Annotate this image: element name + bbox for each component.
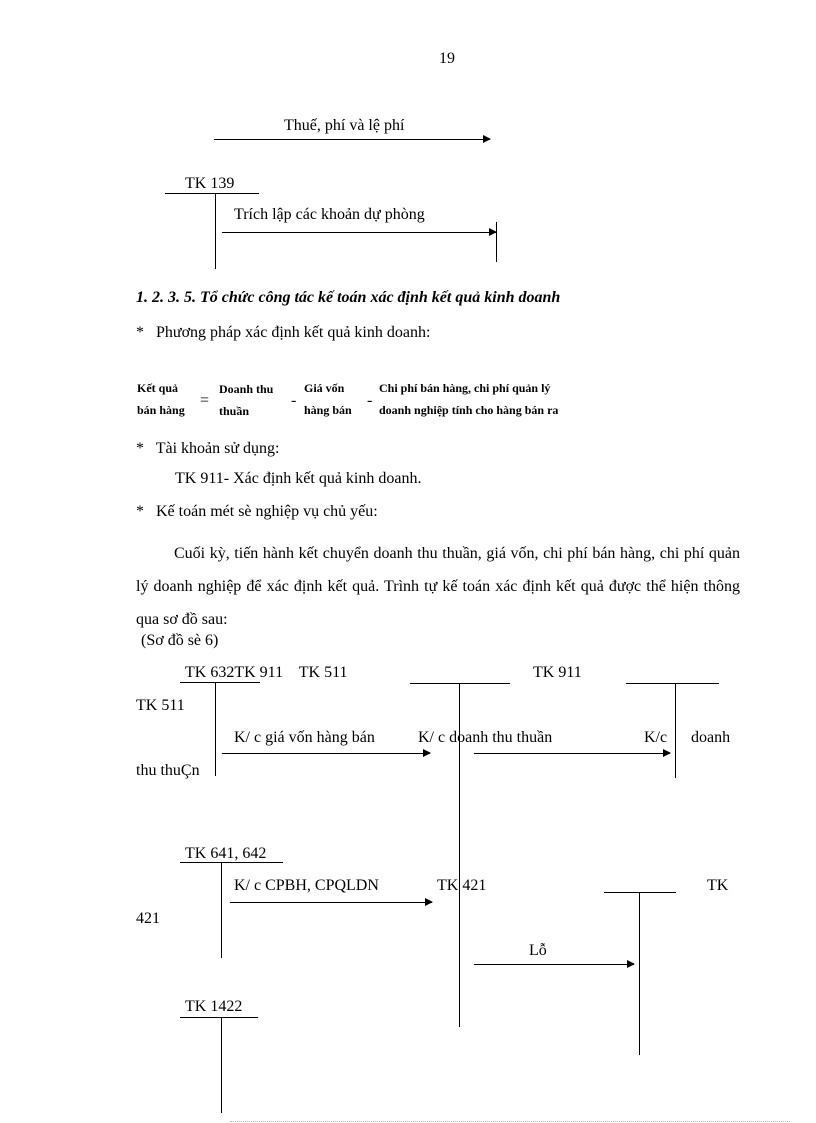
revenue-transfer-arrow [474,753,670,754]
formula-revenue-2: thuần [219,404,250,418]
tk911-right-label: TK 911 [533,664,582,681]
formula-equals: = [200,392,210,409]
tk632-vertical [215,682,216,776]
formula-minus-2: - [367,392,373,409]
arrow3-label: K/c [644,729,668,746]
tk1422-underline [180,1017,258,1018]
tk641-vertical [221,862,222,958]
account-line: TK 911- Xác định kết quả kinh doanh. [175,470,422,487]
tax-fee-arrow [214,139,490,140]
tk139-vertical [215,193,216,269]
tk511-left-label: TK 511 [136,697,185,714]
formula-cost-2: hàng bán [304,403,352,417]
formula-result-2: bán hàng [137,403,185,417]
page-number: 19 [439,50,455,67]
arrow1-label: K/ c giá vốn hàng bán [234,729,375,746]
arrow4-label: K/ c CPBH, CPQLDN [234,877,379,894]
bullet-account: * Tài khoản sử dụng: [136,440,280,457]
cogs-transfer-arrow [222,753,430,754]
tk421-right-label: TK [707,877,729,894]
diagram-caption: (Sơ đồ sè 6) [141,632,219,649]
tk511-underline-right [626,683,719,684]
section-heading: 1. 2. 3. 5. Tổ chức công tác kế toán xác định kết quả kinh doanh [136,289,561,306]
provision-label: Trích lập các khoản dự phòng [234,206,425,223]
diagram-header-accounts: TK 632TK 911 TK 511 [185,664,348,681]
tax-fee-label: Thuế, phí và lệ phí [284,117,405,134]
tk641-label: TK 641, 642 [185,845,267,862]
tk911-underline-mid [410,683,510,684]
formula-minus-1: - [291,392,297,409]
tk421-underline [604,892,676,893]
formula-revenue-1: Doanh thu [219,382,274,396]
tk511-vertical-right [675,683,676,778]
arrow2-label: K/ c doanh thu thuần [418,729,553,746]
bullet-ops: * Kế toán mét sè nghiệp vụ chủ yếu: [136,503,378,520]
tk139-label: TK 139 [185,175,235,192]
tk1422-vertical [221,1017,222,1113]
tk421-vertical [639,892,640,1055]
tk641-underline [180,862,283,863]
tk421-label: TK 421 [437,877,487,894]
paragraph-text: Cuối kỳ, tiến hành kết chuyển doanh thu thuần, giá vốn, chi phí bán hàng, chi phí quản lý doanh nghiệp để xác định kết quả. Trình tự kế toán xác định kết quả được thể hiện thông qua sơ đồ sau: [136,545,740,628]
arrow3-tail: doanh [691,729,731,746]
loss-label: Lỗ [529,942,547,959]
formula-result-1: Kết quả [137,381,179,395]
bullet-method: * Phương pháp xác định kết quả kinh doanh: [136,324,431,341]
tk632-underline [180,682,260,683]
tk139-underline [165,193,259,194]
footer-dotted-line [230,1121,790,1122]
expense-transfer-arrow [230,902,432,903]
provision-end-line [496,222,497,262]
tk421-wrap: 421 [136,910,160,927]
provision-arrow [222,232,496,233]
loss-arrow [474,964,634,965]
formula-expense-2: doanh nghiệp tính cho hàng bán ra [379,403,559,417]
tk1422-label: TK 1422 [185,998,243,1015]
formula-cost-1: Giá vốn [304,381,345,395]
wrap-text: thu thuÇn [136,762,200,779]
body-paragraph [136,537,740,636]
formula-expense-1: Chi phí bán hàng, chi phí quản lý [379,381,551,395]
